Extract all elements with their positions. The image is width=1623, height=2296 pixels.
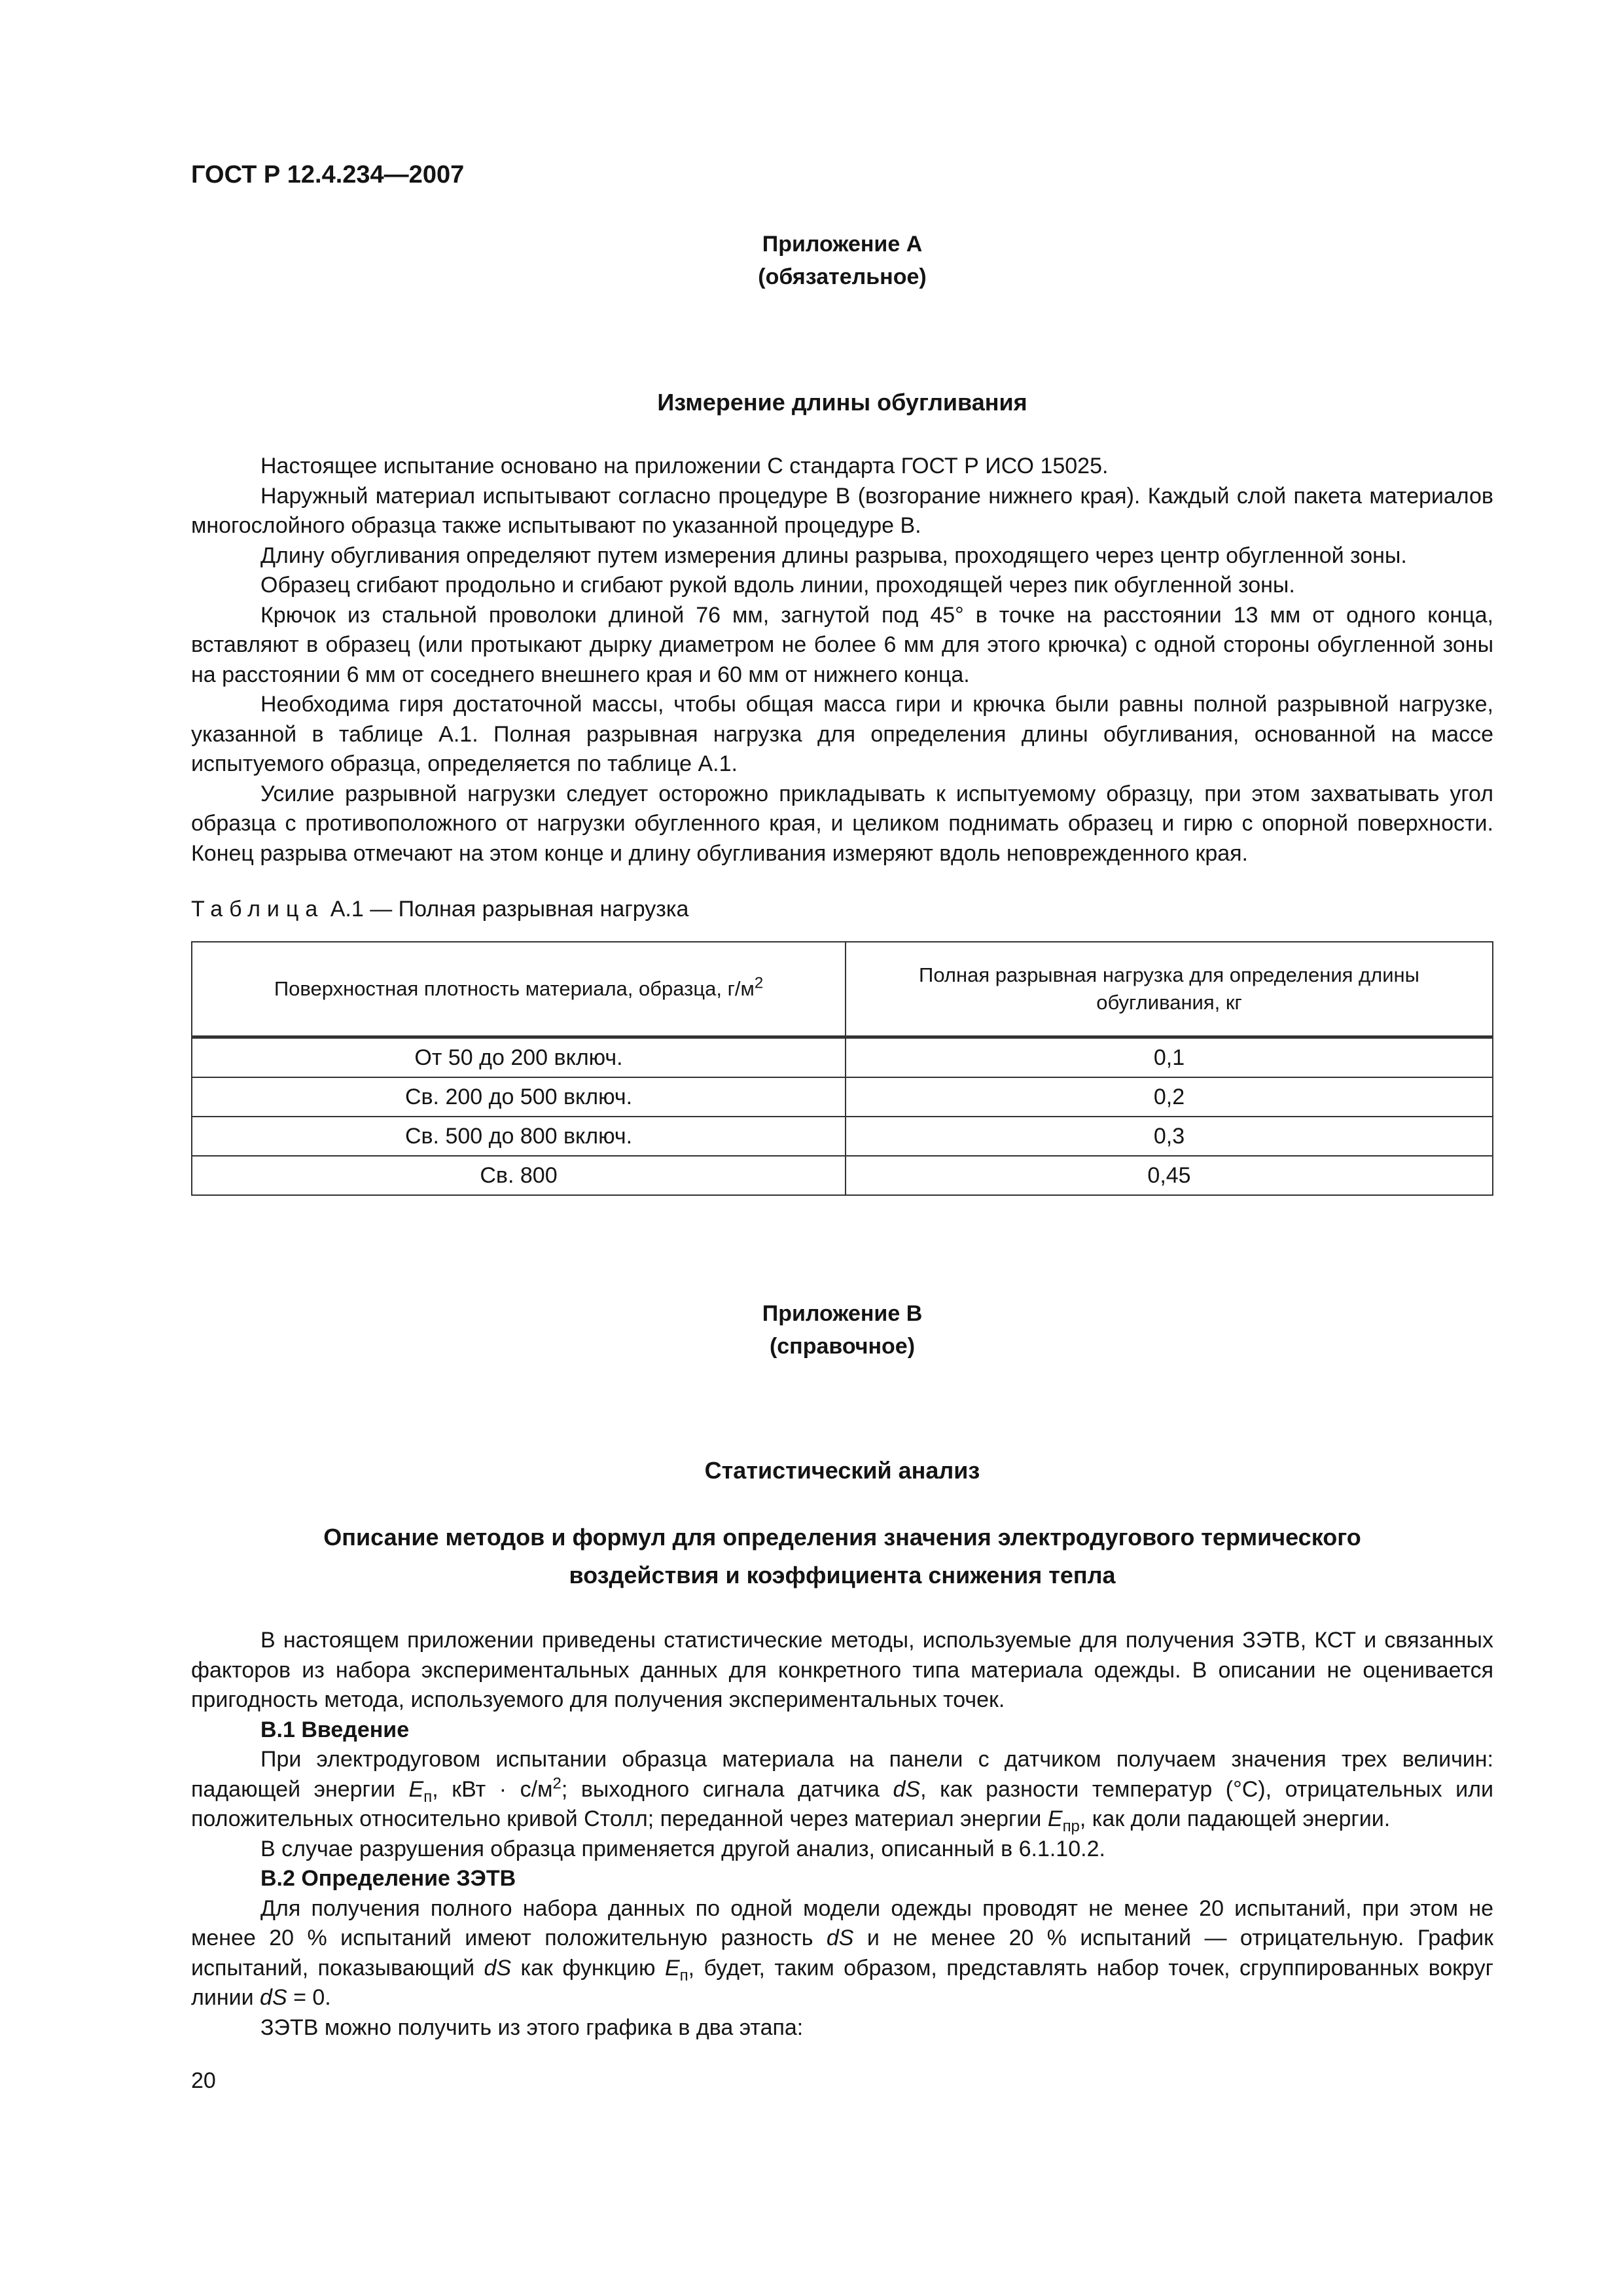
subscript: п xyxy=(423,1787,433,1806)
appendix-b-title: Статистический анализ xyxy=(704,1457,980,1484)
paragraph xyxy=(191,1894,1493,2013)
page-number: 20 xyxy=(191,2068,216,2093)
text-run: При электродуговом испытании образца материала на панели с датчиком получаем значения трех величин: падающей энергии xyxy=(191,1747,1493,1802)
paragraph xyxy=(191,1745,1493,1835)
paragraph: В настоящем приложении приведены статистические методы, используемые для получения ЗЭТВ, КСТ и связанных факторов из набора экспериментальных данных для конкретного типа материала одежды. В описании не оценивается пригодность метода, используемого для получения экспериментальных точек. xyxy=(191,1628,1493,1712)
subtitle-line: воздействия и коэффициента снижения тепла xyxy=(569,1562,1116,1588)
cell-load: 0,45 xyxy=(846,1156,1493,1195)
symbol-dS: dS xyxy=(893,1776,921,1802)
symbol-dS: dS xyxy=(260,1985,287,2010)
paragraph: Образец сгибают продольно и сгибают рукой вдоль линии, проходящей через пик обугленной зоны. xyxy=(260,573,1295,598)
table-header-load: Полная разрывная нагрузка для определения длины обугливания, кг xyxy=(846,942,1493,1037)
document-id: ГОСТ Р 12.4.234—2007 xyxy=(191,161,465,188)
text-run: , как доли падающей энергии. xyxy=(1079,1806,1391,1831)
appendix-a-heading xyxy=(191,228,1493,293)
text-run: = 0. xyxy=(287,1985,331,2010)
text-run: ; выходного сигнала датчика xyxy=(561,1776,893,1802)
table-header-row xyxy=(192,942,1493,1037)
cell-density: Св. 800 xyxy=(192,1156,846,1195)
appendix-a-label: Приложение А xyxy=(762,232,923,257)
cell-load: 0,2 xyxy=(846,1077,1493,1117)
text-run: , будет, таким образом, представлять набор точек, сгруппированных вокруг линии xyxy=(191,1955,1493,2010)
paragraph: ЗЭТВ можно получить из этого графика в два этапа: xyxy=(260,2015,804,2040)
header-density-sup: 2 xyxy=(754,974,764,992)
table-row xyxy=(192,1117,1493,1156)
appendix-b-body xyxy=(191,1626,1493,2043)
appendix-b-label: Приложение В xyxy=(762,1301,923,1326)
cell-density: Св. 200 до 500 включ. xyxy=(192,1077,846,1117)
cell-density: От 50 до 200 включ. xyxy=(192,1037,846,1078)
text-run: , кВт · с/м xyxy=(432,1776,553,1802)
cell-density: Св. 500 до 800 включ. xyxy=(192,1117,846,1156)
symbol-dS: dS xyxy=(826,1926,854,1950)
load-table xyxy=(191,941,1493,1196)
appendix-a-body xyxy=(191,452,1493,869)
text-run: и не менее 20 % испытаний — отрицательную. График испытаний, показывающий xyxy=(191,1926,1493,1981)
subtitle-line: Описание методов и формул для определения значения электродугового термического xyxy=(323,1524,1361,1551)
appendix-b-heading xyxy=(191,1297,1493,1363)
appendix-a-title: Измерение длины обугливания xyxy=(657,389,1027,416)
table-row xyxy=(192,1077,1493,1117)
paragraph: Усилие разрывной нагрузки следует осторожно прикладывать к испытуемому образцу, при этом захватывать угол образца с противоположного от нагрузки обугленного края, и целиком поднимать образец и гирю с опорной поверхности. Конец разрыва отмечают на этом конце и длину обугливания измеряют вдоль неповрежденного края. xyxy=(191,781,1493,866)
symbol-E: E xyxy=(408,1776,424,1802)
paragraph: Настоящее испытание основано на приложении С стандарта ГОСТ Р ИСО 15025. xyxy=(260,454,1109,478)
subscript: пр xyxy=(1062,1817,1080,1835)
subscript: п xyxy=(679,1966,688,1984)
table-header-density xyxy=(192,942,846,1037)
symbol-E: E xyxy=(664,1955,680,1981)
text-run: как функцию xyxy=(511,1955,665,1981)
header-density-text: Поверхностная плотность материала, образца, г/м xyxy=(274,977,755,1000)
text-run: Для получения полного набора данных по одной модели одежды проводят не менее 20 испытаний, при этом не менее 20 % испытаний имеют положительную разность xyxy=(191,1895,1493,1950)
table-caption-word: Таблица xyxy=(191,897,325,922)
appendix-b-status: (справочное) xyxy=(769,1334,916,1359)
table-row xyxy=(192,1156,1493,1195)
paragraph: В случае разрушения образца применяется другой анализ, описанный в 6.1.10.2. xyxy=(260,1836,1105,1861)
symbol-E: E xyxy=(1047,1806,1063,1831)
section-b2-heading: В.2 Определение ЗЭТВ xyxy=(260,1866,516,1891)
paragraph: Крючок из стальной проволоки длиной 76 мм, загнутой под 45° в точке на расстоянии 13 мм от одного конца, вставляют в образец (или протыкают дырку диаметром не более 6 мм для этого крючка) с одной стороны обугленной зоны на расстоянии 6 мм от соседнего внешнего края и 60 мм от нижнего конца. xyxy=(191,602,1493,687)
paragraph: Необходима гиря достаточной массы, чтобы общая масса гири и крючка были равны полной разрывной нагрузке, указанной в таблице А.1. Полная разрывная нагрузка для определения длины обугливания, основанной на массе испытуемого образца, определяется по таблице А.1. xyxy=(191,692,1493,776)
table-caption xyxy=(191,897,688,922)
appendix-b-subtitle xyxy=(191,1518,1493,1594)
appendix-a-status: (обязательное) xyxy=(758,264,927,289)
cell-load: 0,1 xyxy=(846,1037,1493,1078)
section-b1-heading: В.1 Введение xyxy=(260,1717,410,1742)
table-caption-text: А.1 — Полная разрывная нагрузка xyxy=(324,897,689,922)
paragraph: Наружный материал испытывают согласно процедуре В (возгорание нижнего края). Каждый слой пакета материалов многослойного образца также испытывают по указанной процедуре В. xyxy=(191,483,1493,538)
symbol-dS: dS xyxy=(484,1955,512,1981)
superscript: 2 xyxy=(552,1774,562,1793)
table-row xyxy=(192,1037,1493,1078)
cell-load: 0,3 xyxy=(846,1117,1493,1156)
paragraph: Длину обугливания определяют путем измерения длины разрыва, проходящего через центр обугленной зоны. xyxy=(260,543,1407,568)
text-run: , как разности температур (°С), отрицательных или положительных относительно кривой Столл; переданной через материал энергии xyxy=(191,1776,1493,1831)
